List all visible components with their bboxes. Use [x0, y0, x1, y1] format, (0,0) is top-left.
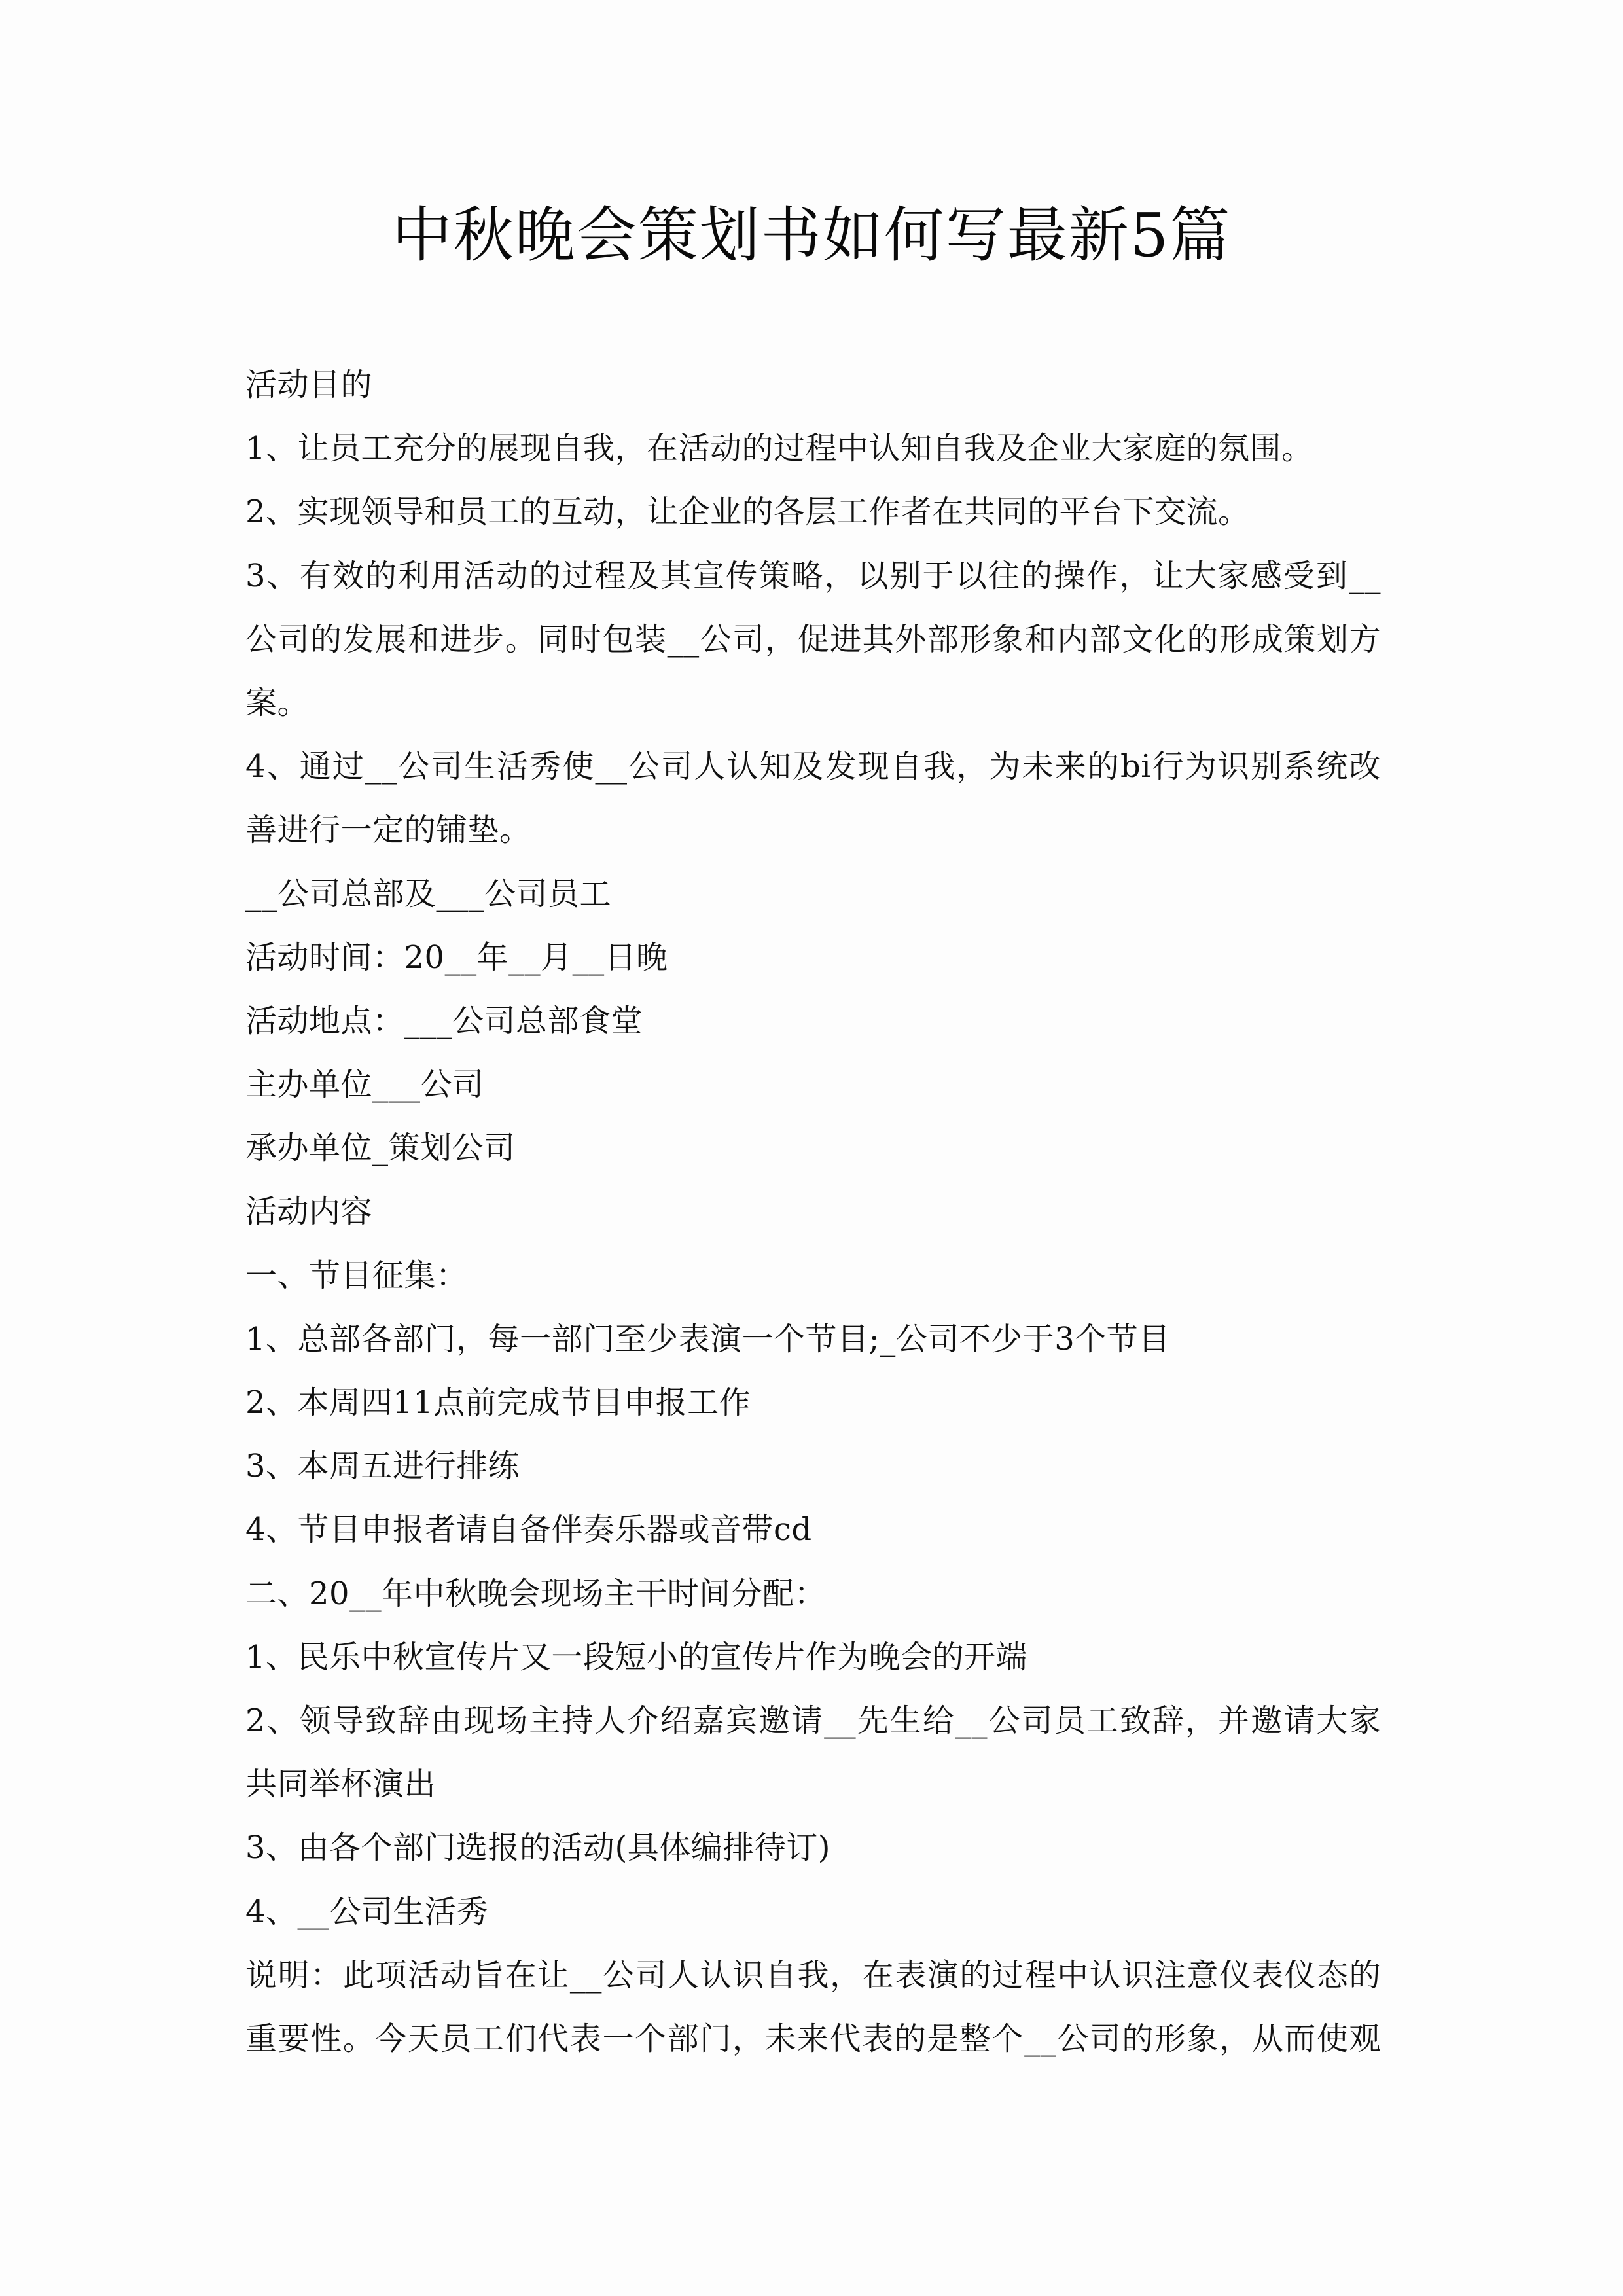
participants-line: __公司总部及___公司员工 — [245, 875, 612, 912]
list-item: 2、本周四11点前完成节目申报工作 — [245, 1384, 751, 1421]
paragraph-line: 公司的发展和进步。同时包装__公司，促进其外部形象和内部文化的形成策划方 — [245, 620, 1381, 658]
note-paragraph-line: 说明：此项活动旨在让__公司人认识自我，在表演的过程中认识注意仪表仪态的 — [245, 1956, 1381, 1994]
list-item: 3、由各个部门选报的活动(具体编排待订) — [245, 1829, 830, 1867]
list-item: 4、节目申报者请自备伴奏乐器或音带cd — [245, 1511, 812, 1549]
section-heading-objectives: 活动目的 — [245, 367, 373, 403]
event-location-line: 活动地点：___公司总部食堂 — [245, 1002, 643, 1039]
list-item: 2、领导致辞由现场主持人介绍嘉宾邀请__先生给__公司员工致辞，并邀请大家 — [245, 1702, 1381, 1739]
paragraph-line: 4、通过__公司生活秀使__公司人认知及发现自我，为未来的bi行为识别系统改 — [245, 748, 1381, 785]
subsection-heading-program-collection: 一、节目征集： — [245, 1257, 468, 1294]
list-item: 1、民乐中秋宣传片又一段短小的宣传片作为晚会的开端 — [245, 1638, 1028, 1676]
list-item: 4、__公司生活秀 — [245, 1893, 489, 1930]
list-item: 1、总部各部门，每一部门至少表演一个节目;_公司不少于3个节目 — [245, 1320, 1170, 1357]
event-time-line: 活动时间：20__年__月__日晚 — [245, 939, 668, 976]
list-item: 3、本周五进行排练 — [245, 1448, 520, 1485]
paragraph-line: 2、实现领导和员工的互动，让企业的各层工作者在共同的平台下交流。 — [245, 493, 1250, 531]
note-paragraph-line: 重要性。今天员工们代表一个部门，未来代表的是整个__公司的形象，从而使观 — [245, 2020, 1381, 2057]
section-heading-content: 活动内容 — [245, 1193, 373, 1230]
organizer-line: 主办单位___公司 — [245, 1066, 484, 1103]
list-item-continuation: 共同举杯演出 — [245, 1766, 437, 1803]
co-organizer-line: 承办单位_策划公司 — [245, 1130, 516, 1167]
paragraph-line: 1、让员工充分的展现自我，在活动的过程中认知自我及企业大家庭的氛围。 — [245, 430, 1313, 467]
document-body — [245, 353, 1381, 2071]
subsection-heading-schedule: 二、20__年中秋晚会现场主干时间分配： — [245, 1575, 827, 1612]
paragraph-line: 善进行一定的铺垫。 — [245, 812, 531, 849]
paragraph-line: 3、有效的利用活动的过程及其宣传策略，以别于以往的操作，让大家感受到__ — [245, 557, 1381, 594]
document-title: 中秋晚会策划书如何写最新5篇 — [391, 200, 1232, 270]
paragraph-line: 案。 — [245, 684, 310, 721]
